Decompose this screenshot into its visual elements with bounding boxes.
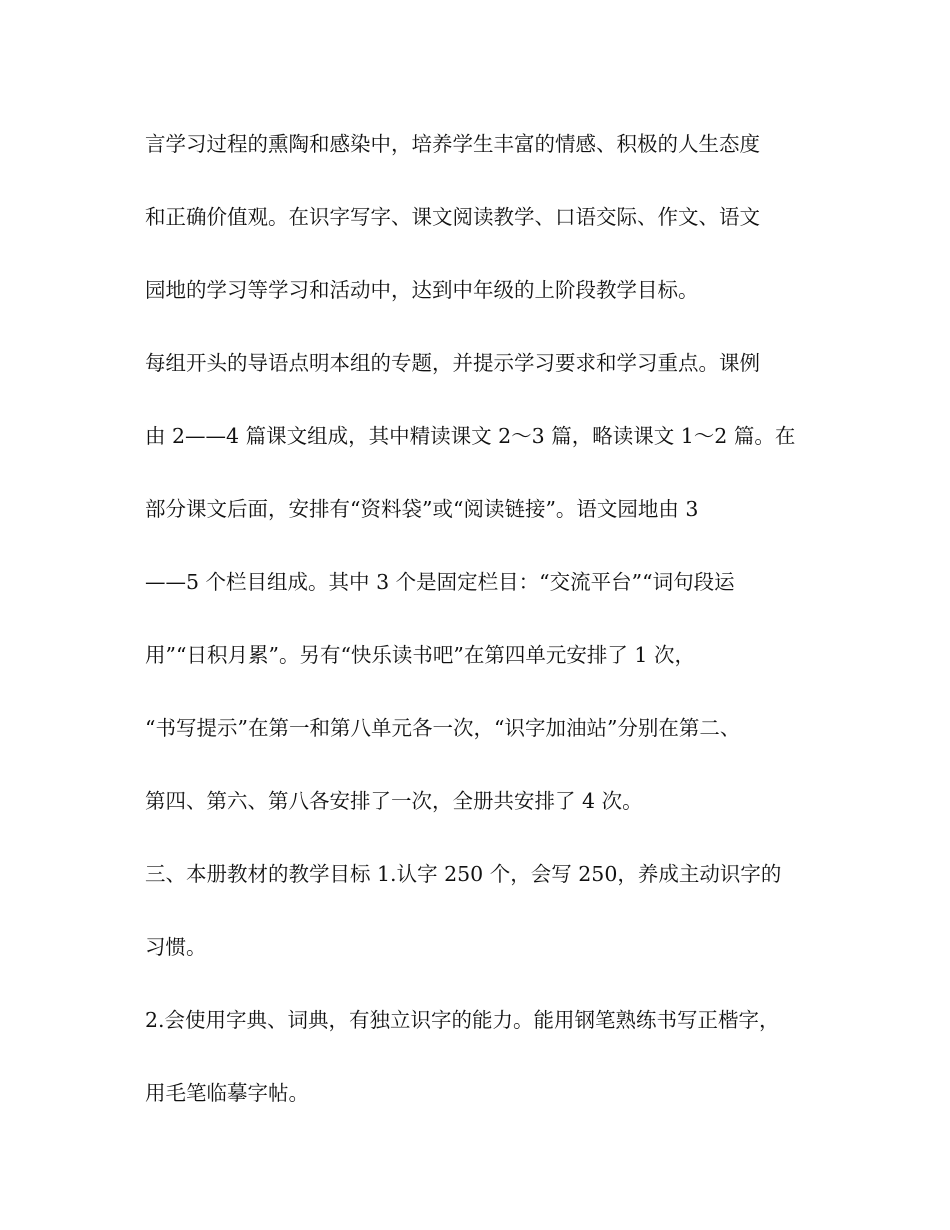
text-line: 2.会使用字典、词典，有独立识字的能力。能用钢笔熟练书写正楷字， [145, 1008, 780, 1032]
text-line: 部分课文后面，安排有“资料袋”或“阅读链接”。语文园地由 3 [145, 497, 699, 521]
text-line: 用”“日积月累”。另有“快乐读书吧”在第四单元安排了 1 次， [145, 643, 695, 667]
text-line: 由 2——4 篇课文组成，其中精读课文 2～3 篇，略读课文 1～2 篇。在 [145, 424, 796, 448]
text-line: 用毛笔临摹字帖。 [145, 1081, 309, 1105]
text-line: 和正确价值观。在识字写字、课文阅读教学、口语交际、作文、语文 [145, 205, 760, 229]
text-line: 园地的学习等学习和活动中，达到中年级的上阶段教学目标。 [145, 278, 699, 302]
text-line: ——5 个栏目组成。其中 3 个是固定栏目：“交流平台”“词句段运 [145, 570, 735, 594]
text-line: “书写提示”在第一和第八单元各一次，“识字加油站”分别在第二、 [145, 716, 741, 740]
text-line: 第四、第六、第八各安排了一次，全册共安排了 4 次。 [145, 789, 643, 813]
text-line: 每组开头的导语点明本组的专题，并提示学习要求和学习重点。课例 [145, 351, 760, 375]
section-heading-line: 三、本册教材的教学目标 1.认字 250 个，会写 250，养成主动识字的 [145, 862, 782, 886]
text-line: 言学习过程的熏陶和感染中，培养学生丰富的情感、积极的人生态度 [145, 132, 760, 156]
text-line: 习惯。 [145, 935, 207, 959]
